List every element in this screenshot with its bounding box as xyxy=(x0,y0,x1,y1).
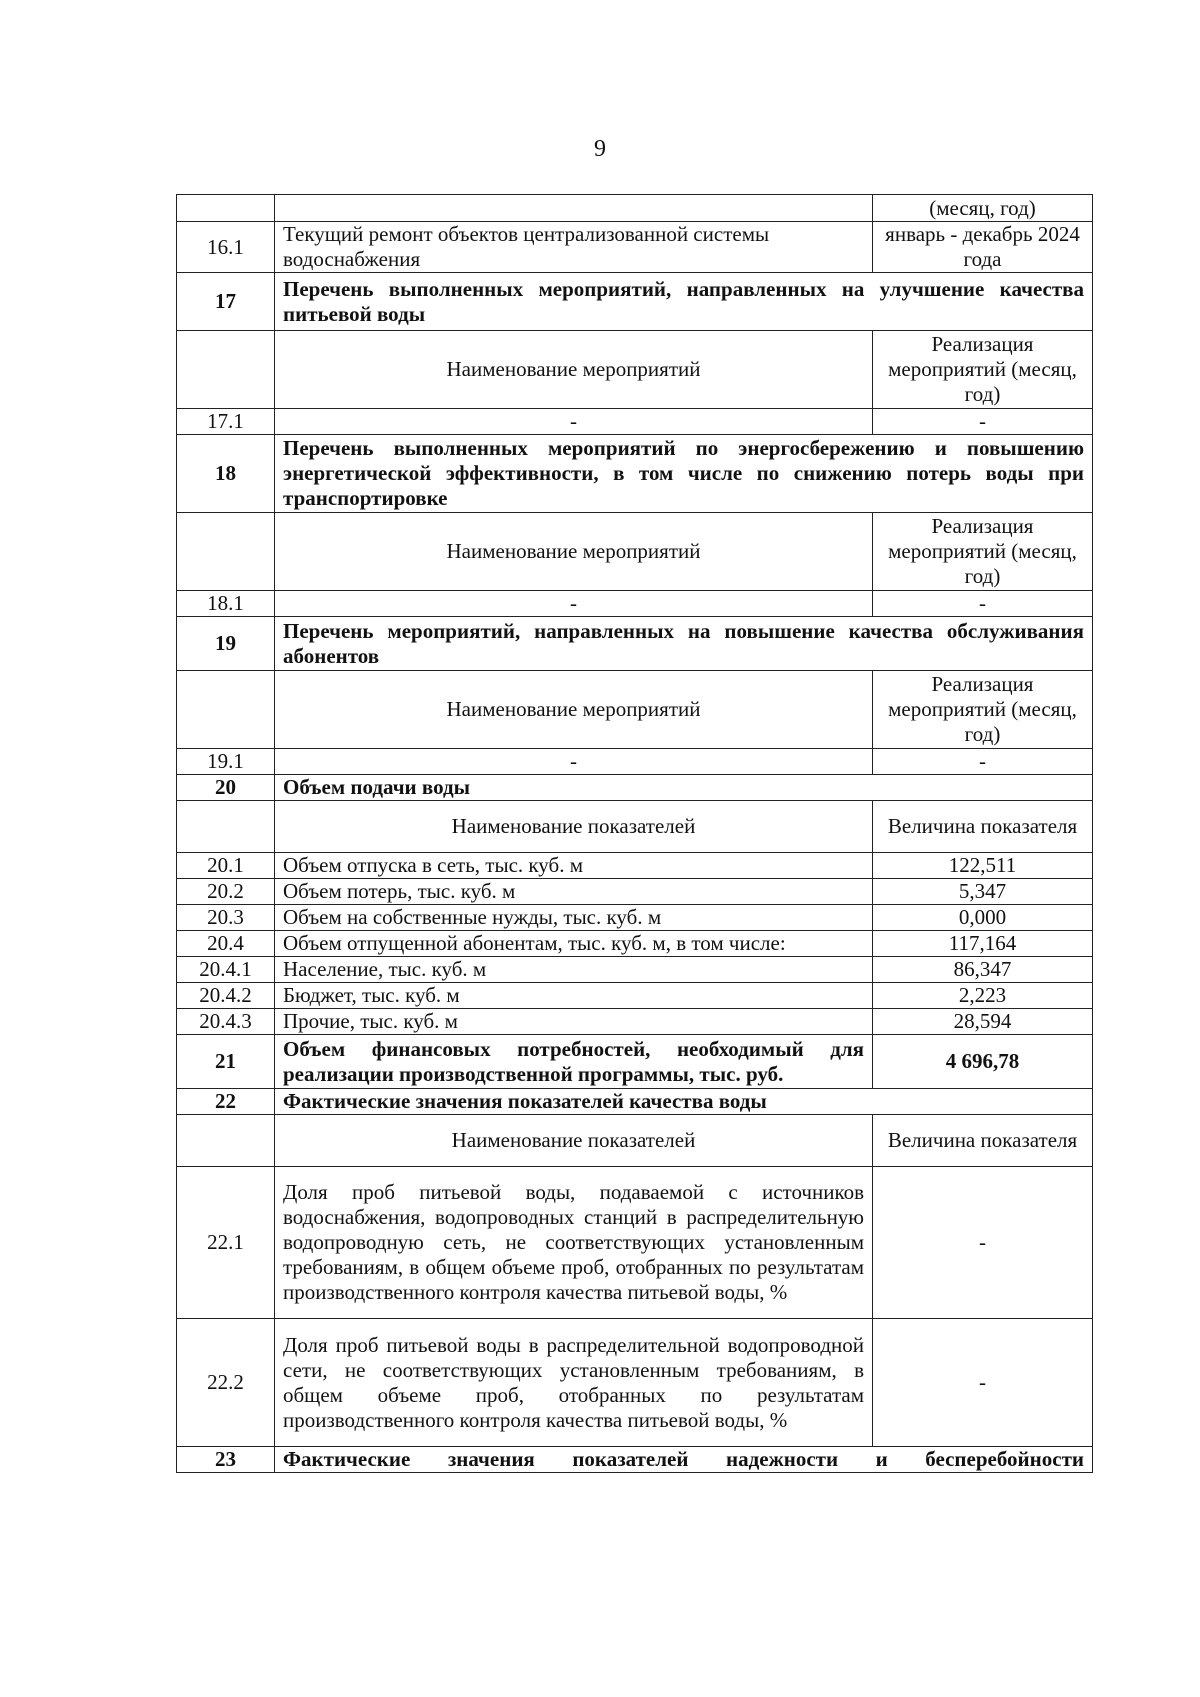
table-row xyxy=(177,222,1093,273)
row-value: - xyxy=(873,1167,1093,1319)
num-cell xyxy=(177,671,275,749)
header-name: Наименование мероприятий xyxy=(275,331,873,409)
section-row xyxy=(177,1447,1093,1473)
row-value: 117,164 xyxy=(873,931,1093,957)
section-row xyxy=(177,775,1093,801)
section-title: Перечень выполненных мероприятий по энергосбережению и повышению энергетической эффективности, в том числе по снижению потерь воды при транспортировке xyxy=(275,435,1093,513)
row-value: - xyxy=(873,409,1093,435)
header-name: Наименование показателей xyxy=(275,801,873,853)
header-row xyxy=(177,513,1093,591)
row-value: 5,347 xyxy=(873,879,1093,905)
row-name: Доля проб питьевой воды в распределительной водопроводной сети, не соответствующих установленным требованиям, в общем объеме проб, отобранных по результатам производственного контроля качества питьевой воды, % xyxy=(275,1319,873,1447)
header-name: Наименование мероприятий xyxy=(275,671,873,749)
table-row xyxy=(177,195,1093,222)
table-row xyxy=(177,591,1093,617)
table-row xyxy=(177,1035,1093,1089)
table-row xyxy=(177,1319,1093,1447)
section-title: Фактические значения показателей качества воды xyxy=(275,1089,1093,1115)
row-value: 2,223 xyxy=(873,983,1093,1009)
row-number: 20.2 xyxy=(177,879,275,905)
section-number: 23 xyxy=(177,1447,275,1473)
section-row xyxy=(177,435,1093,513)
header-value: Величина показателя xyxy=(873,801,1093,853)
row-number: 21 xyxy=(177,1035,275,1089)
header-value: Реализация мероприятий (месяц, год) xyxy=(873,671,1093,749)
row-value: 4 696,78 xyxy=(873,1035,1093,1089)
row-name: Объем потерь, тыс. куб. м xyxy=(275,879,873,905)
row-name: Доля проб питьевой воды, подаваемой с источников водоснабжения, водопроводных станций в распределительную водопроводную сеть, не соответствующих установленным требованиям, в общем объеме проб, отобранных по результатам производственного контроля качества питьевой воды, % xyxy=(275,1167,873,1319)
header-value: Реализация мероприятий (месяц, год) xyxy=(873,331,1093,409)
header-row xyxy=(177,671,1093,749)
row-name: Прочие, тыс. куб. м xyxy=(275,1009,873,1035)
section-title: Фактические значения показателей надежности и бесперебойности xyxy=(275,1447,1093,1473)
section-title: Перечень выполненных мероприятий, направленных на улучшение качества питьевой воды xyxy=(275,273,1093,331)
header-row xyxy=(177,331,1093,409)
row-name: Текущий ремонт объектов централизованной системы водоснабжения xyxy=(275,222,873,273)
row-number: 22.1 xyxy=(177,1167,275,1319)
row-name: - xyxy=(275,409,873,435)
row-number: 20.4.1 xyxy=(177,957,275,983)
row-number: 20.4.2 xyxy=(177,983,275,1009)
row-number: 19.1 xyxy=(177,749,275,775)
row-name: Бюджет, тыс. куб. м xyxy=(275,983,873,1009)
header-name: Наименование показателей xyxy=(275,1115,873,1167)
header-value: Величина показателя xyxy=(873,1115,1093,1167)
row-name: - xyxy=(275,749,873,775)
section-title: Объем подачи воды xyxy=(275,775,1093,801)
section-number: 17 xyxy=(177,273,275,331)
num-cell xyxy=(177,801,275,853)
table-row xyxy=(177,853,1093,879)
table-row xyxy=(177,409,1093,435)
section-number: 19 xyxy=(177,617,275,671)
row-number: 20.1 xyxy=(177,853,275,879)
table-row xyxy=(177,957,1093,983)
value-cell: (месяц, год) xyxy=(873,195,1093,222)
row-name: Объем отпущенной абонентам, тыс. куб. м, в том числе: xyxy=(275,931,873,957)
header-row xyxy=(177,801,1093,853)
row-value: 28,594 xyxy=(873,1009,1093,1035)
section-title: Перечень мероприятий, направленных на повышение качества обслуживания абонентов xyxy=(275,617,1093,671)
section-row xyxy=(177,273,1093,331)
table-row xyxy=(177,879,1093,905)
num-cell xyxy=(177,195,275,222)
table-row xyxy=(177,983,1093,1009)
row-number: 16.1 xyxy=(177,222,275,273)
num-cell xyxy=(177,331,275,409)
row-number: 18.1 xyxy=(177,591,275,617)
row-name: Население, тыс. куб. м xyxy=(275,957,873,983)
header-name: Наименование мероприятий xyxy=(275,513,873,591)
row-value: 86,347 xyxy=(873,957,1093,983)
row-number: 22.2 xyxy=(177,1319,275,1447)
num-cell xyxy=(177,1115,275,1167)
row-number: 17.1 xyxy=(177,409,275,435)
row-value: - xyxy=(873,591,1093,617)
indicators-table xyxy=(176,194,1093,1473)
row-number: 20.3 xyxy=(177,905,275,931)
row-value: 0,000 xyxy=(873,905,1093,931)
section-row xyxy=(177,617,1093,671)
section-number: 20 xyxy=(177,775,275,801)
header-value: Реализация мероприятий (месяц, год) xyxy=(873,513,1093,591)
row-number: 20.4.3 xyxy=(177,1009,275,1035)
row-name: Объем финансовых потребностей, необходимый для реализации производственной программы, тыс. руб. xyxy=(275,1035,873,1089)
row-name: Объем отпуска в сеть, тыс. куб. м xyxy=(275,853,873,879)
row-number: 20.4 xyxy=(177,931,275,957)
table-row xyxy=(177,931,1093,957)
section-row xyxy=(177,1089,1093,1115)
header-row xyxy=(177,1115,1093,1167)
section-number: 22 xyxy=(177,1089,275,1115)
table-row xyxy=(177,1167,1093,1319)
page-number: 9 xyxy=(594,136,606,162)
num-cell xyxy=(177,513,275,591)
table-row xyxy=(177,749,1093,775)
section-number: 18 xyxy=(177,435,275,513)
row-name: Объем на собственные нужды, тыс. куб. м xyxy=(275,905,873,931)
row-value: - xyxy=(873,1319,1093,1447)
table-row xyxy=(177,1009,1093,1035)
row-value: 122,511 xyxy=(873,853,1093,879)
row-value: - xyxy=(873,749,1093,775)
name-cell xyxy=(275,195,873,222)
row-name: - xyxy=(275,591,873,617)
row-value: январь - декабрь 2024 года xyxy=(873,222,1093,273)
table-row xyxy=(177,905,1093,931)
